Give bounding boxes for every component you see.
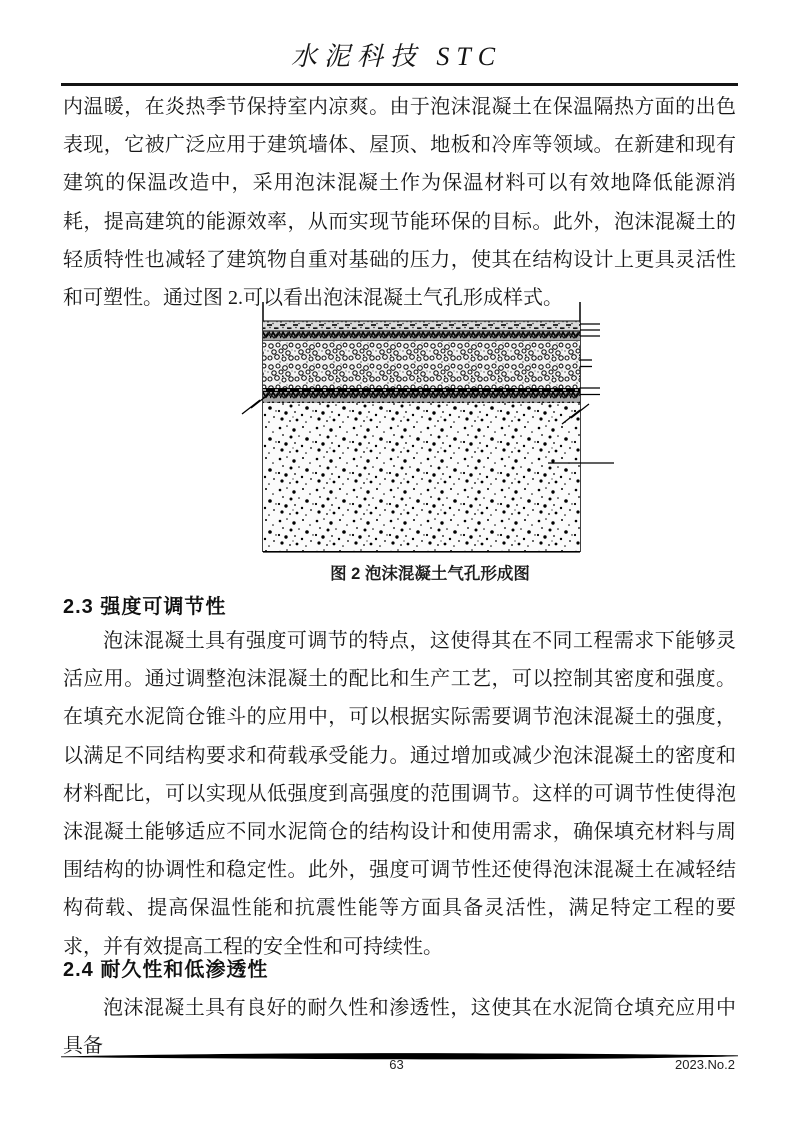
paragraph-section-2-4: 泡沫混凝土具有良好的耐久性和渗透性，这使其在水泥筒仓填充应用中具备 bbox=[63, 997, 736, 1058]
footer-page-number: 63 bbox=[389, 1057, 404, 1072]
paragraph-section-2-3: 泡沫混凝土具有强度可调节的特点，这使得其在不同工程需求下能够灵活应用。通过调整泡沫混凝土的配比和生产工艺，可以控制其密度和强度。在填充水泥筒仓锥斗的应用中，可以根据实际需要调节泡沫混凝土的强度，以满足不同结构要求和荷载承受能力。通过增加或减少泡沫混凝土的密度和材料配比，可以实现从低强度到高强度的范围调节。这样的可调节性使得泡沫混凝土能够适应不同水泥筒仓的结构设计和使用需求，确保填充材料与周围结构的协调性和稳定性。此外，强度可调节性还使得泡沫混凝土在减轻结构荷载、提高保温性能和抗震性能等方面具备灵活性，满足特定工程的要求，并有效提高工程的安全性和可持续性。 bbox=[63, 630, 736, 958]
figure-pore-formation-diagram bbox=[240, 300, 620, 558]
layer-surface-screed bbox=[263, 321, 580, 331]
layer-mortar-hatch-bottom bbox=[263, 392, 580, 403]
paragraph-intro: 内温暖，在炎热季节保持室内凉爽。由于泡沫混凝土在保温隔热方面的出色表现，它被广泛应用于建筑墙体、屋顶、地板和冷库等领域。在新建和现有建筑的保温改造中，采用泡沫混凝土作为保温材料可以有效地降低能源消耗，提高建筑的能源效率，从而实现节能环保的目标。此外，泡沫混凝土的轻质特性也减轻了建筑物自重对基础的压力，使其在结构设计上更具灵活性和可塑性。通过图 2.可以看出泡沫混凝土气孔形成样式。 bbox=[63, 96, 736, 310]
header-rule bbox=[61, 83, 738, 86]
section-heading-2-3: 2.3 强度可调节性 bbox=[63, 596, 227, 618]
layer-base-concrete bbox=[263, 403, 580, 552]
footer-issue-label: 2023.No.2 bbox=[675, 1057, 735, 1072]
section-heading-2-4: 2.4 耐久性和低渗透性 bbox=[63, 959, 269, 981]
journal-header-title: 水泥科技 STC bbox=[290, 42, 503, 71]
layer-foam-concrete-pores bbox=[263, 341, 580, 388]
layer-mortar-hatch-top bbox=[263, 331, 580, 341]
footer-rule bbox=[61, 1048, 738, 1057]
figure-caption: 图 2 泡沫混凝土气孔形成图 bbox=[330, 565, 530, 583]
pore-formation-diagram-svg bbox=[240, 300, 620, 558]
